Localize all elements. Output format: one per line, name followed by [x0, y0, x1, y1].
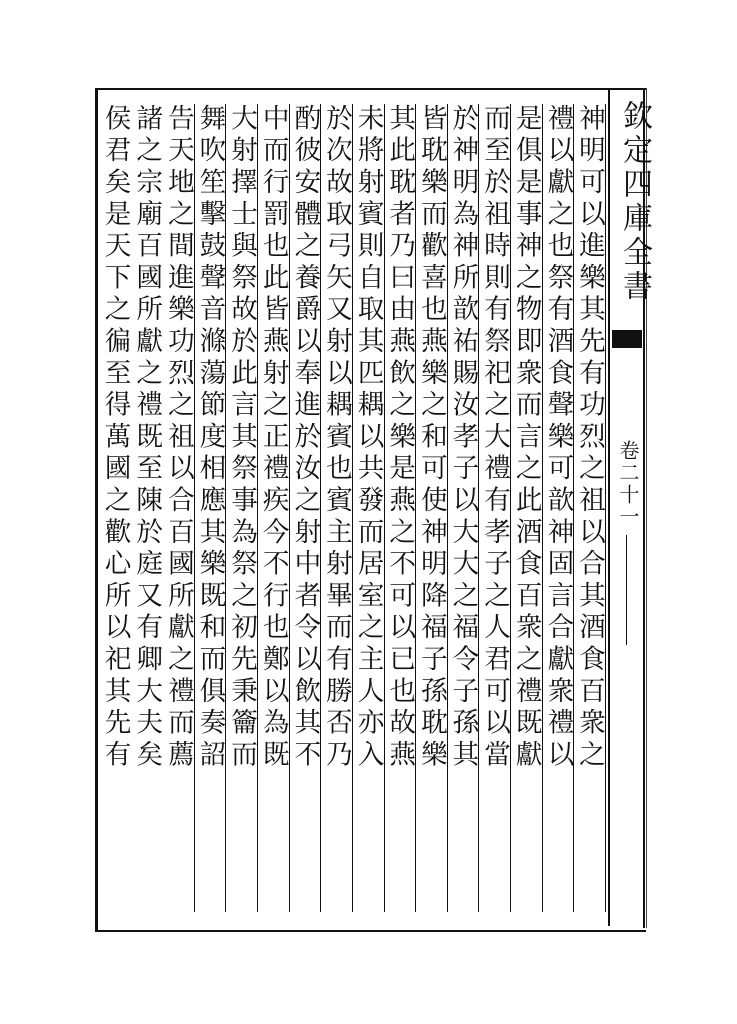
text-column-4: 而至於祖時則有祭祀之大禮有孝子之人君可以當	[480, 104, 512, 912]
text-column-11: 中而行罰也此皆燕射之正禮疾今不行也鄭以為既	[258, 104, 290, 912]
text-column-2: 禮以獻之也祭有酒食聲樂可歆神固言合獻衆禮以	[543, 104, 575, 912]
text-column-8: 未將射賓則自取其匹耦以共發而居室之主人亦入	[353, 104, 385, 912]
banxin-juan: 卷二十一	[616, 440, 640, 528]
text-column-13: 舞吹笙擊鼓聲音滌蕩節度相應其樂既和而俱奏詔	[195, 104, 227, 912]
text-column-16: 侯君矣是天下之徧至得萬國之歡心所以祀其先有	[100, 104, 131, 772]
text-column-3: 是俱是事神之物即衆而言之此酒食百衆之禮既獻	[511, 104, 543, 912]
text-column-14: 告天地之間進樂功烈之祖以合百國所獻之禮而薦	[163, 104, 195, 912]
banxin-divider	[626, 535, 627, 645]
text-column-15: 諸之宗廟百國所獻之禮既至陳於庭又有卿大夫矣	[131, 104, 163, 772]
text-column-6: 皆耽樂而歡喜也燕樂之和可使神明降福子孫耽樂	[416, 104, 448, 912]
text-column-9: 於次故取弓矢又射以耦賓也賓主射畢而有勝否乃	[321, 104, 353, 912]
text-column-1: 神明可以進樂其先有功烈之祖以合其酒食百衆之	[574, 104, 606, 912]
fish-tail-mark	[612, 330, 642, 348]
text-column-12: 大射擇士與祭故於此言其祭事為祭之初先秉籥而	[227, 104, 259, 912]
banxin-title: 欽定四庫全書	[617, 100, 652, 304]
text-column-10: 酌彼安體之養爵以奉進於汝之射中者令以飲其不	[290, 104, 322, 912]
text-column-7: 其此耽者乃曰由燕飲之樂是燕之不可以已也故燕	[385, 104, 417, 912]
text-column-5: 於神明為神所歆祐賜汝孝子以大大之福令子孫其	[448, 104, 480, 912]
